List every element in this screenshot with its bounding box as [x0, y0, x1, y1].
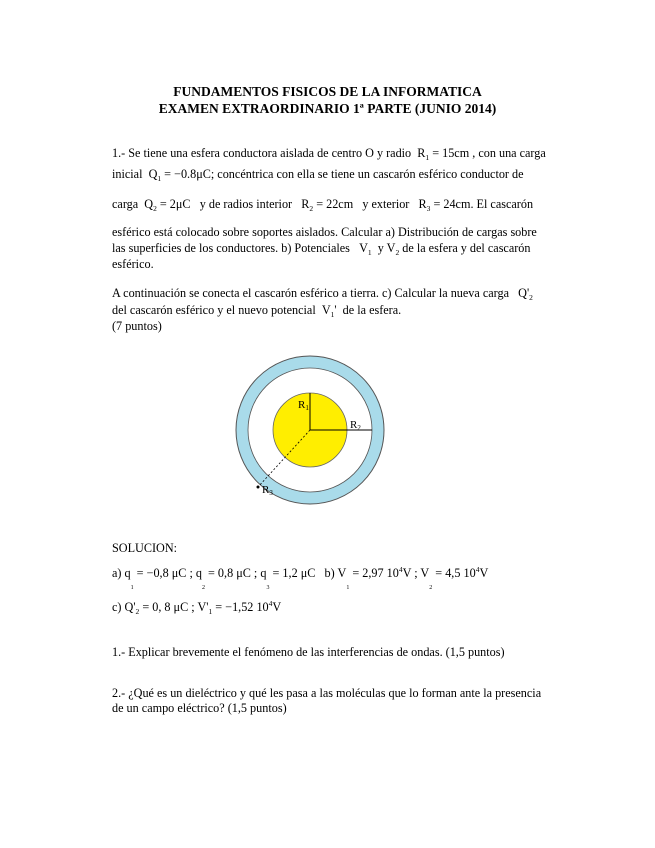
question-2-line-2: de un campo eléctrico? (1,5 puntos)	[112, 701, 287, 715]
exam-title-line-1: FUNDAMENTOS FISICOS DE LA INFORMATICA	[173, 84, 482, 99]
question-2-line-1: 2.- ¿Qué es un dieléctrico y qué les pasa a las moléculas que lo forman ante la presencia	[112, 686, 542, 700]
concentric-spheres-figure	[230, 350, 390, 510]
label-r3: R3	[262, 484, 273, 497]
solution-line-a-b: a) $q_1 = -0,8$ μC ; $q_2 = 0,8$ μC ; $q_3 = 1,2$ μC b) $V_1 = 2,97$ $10^4V$ ; $V_2 = 4,5$ $10^4V$	[112, 565, 489, 591]
problem1-line-2: inicial $Q_1 = -0.8\mu C$; concéntrica con ella se tiene un cascarón esférico conductor de	[112, 167, 524, 183]
solution-line-c: c) $Q'_2 = 0$, 8 μC ; $V'_1 = -1,52$ $10^4V$	[112, 599, 282, 616]
label-r1: R1	[298, 399, 309, 412]
problem1-line-6: esférico.	[112, 257, 154, 271]
problem1-line-8: del cascarón esférico y el nuevo potencial $V_1'$ de la esfera.	[112, 303, 402, 319]
solution-heading: SOLUCION:	[112, 541, 178, 555]
problem1-line-3: carga $Q_2 = 2\mu C$ y de radios interior $R_2 = 22cm$ y exterior $R_3 = 24cm$. El cascarón	[112, 197, 534, 213]
problem1-line-4: esférico está colocado sobre soportes aislados. Calcular a) Distribución de cargas sobre	[112, 225, 537, 239]
problem1-line-7: A continuación se conecta el cascarón esférico a tierra. c) Calcular la nueva carga $Q'_2$	[112, 286, 533, 302]
label-r2: R2	[350, 419, 361, 432]
problem1-points: (7 puntos)	[112, 319, 162, 333]
radius-r3-endpoint	[257, 486, 260, 489]
exam-title-line-2: EXAMEN EXTRAORDINARIO 1ª PARTE (JUNIO 2014)	[158, 101, 497, 116]
question-1: 1.- Explicar brevemente el fenómeno de las interferencias de ondas. (1,5 puntos)	[112, 645, 505, 659]
problem1-line-5: las superficies de los conductores. b) Potenciales $V_1$ y $V_2$ de la esfera y del cascarón	[112, 241, 531, 257]
problem1-line-1: 1.- Se tiene una esfera conductora aislada de centro O y radio $R_1 = 15cm$ , con una carga	[112, 146, 546, 162]
